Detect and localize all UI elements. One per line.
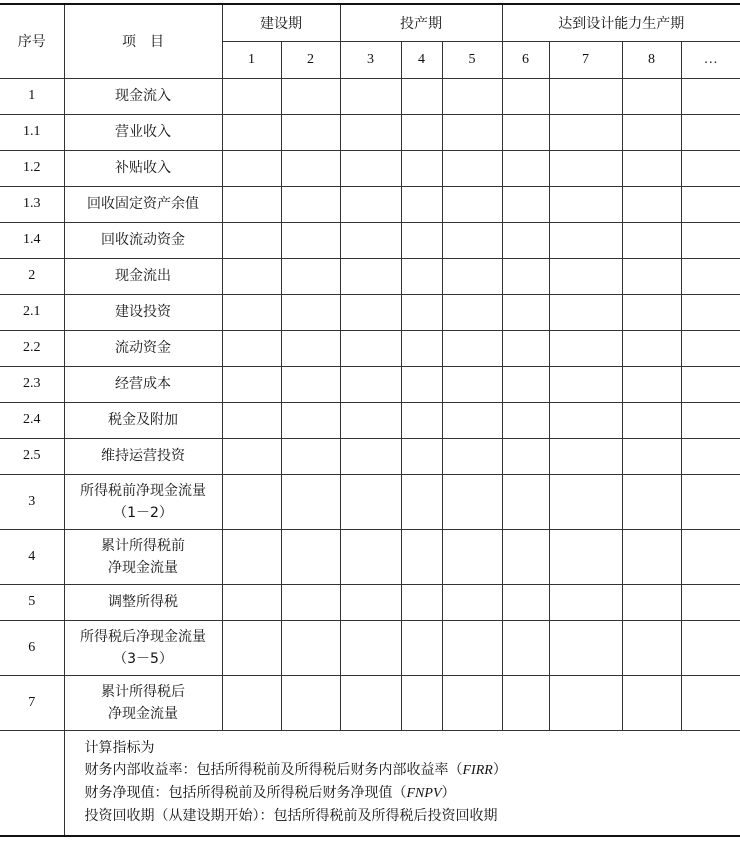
value-cell [442, 620, 502, 675]
value-cell [340, 330, 401, 366]
table-row [0, 186, 740, 222]
value-cell [340, 366, 401, 402]
table-row [0, 78, 740, 114]
row-item [64, 402, 222, 438]
value-cell [502, 294, 549, 330]
header-group-full-production: 达到设计能力生产期 [502, 4, 740, 41]
table-row [0, 675, 740, 730]
value-cell [681, 330, 740, 366]
value-cell [502, 584, 549, 620]
row-seq: 2.4 [0, 402, 64, 438]
value-cell [681, 294, 740, 330]
value-cell [340, 78, 401, 114]
value-cell [549, 150, 622, 186]
value-cell [281, 294, 340, 330]
value-cell [401, 78, 442, 114]
row-seq: 2 [0, 258, 64, 294]
value-cell [401, 258, 442, 294]
value-cell [281, 620, 340, 675]
value-cell [681, 584, 740, 620]
row-item-line: 所得税前净现金流量 [80, 482, 206, 499]
value-cell [549, 222, 622, 258]
value-cell [442, 186, 502, 222]
indicators-seq-cell [0, 730, 64, 836]
row-item-line: 累计所得税前 [101, 537, 185, 554]
value-cell [281, 675, 340, 730]
value-cell [681, 222, 740, 258]
value-cell [622, 620, 681, 675]
row-item-line: 回收固定资产余值 [87, 196, 199, 212]
indicator-irr: 财务内部收益率：包括所得税前及所得税后财务内部收益率（FIRR） [84, 761, 507, 778]
row-item-line: 营业收入 [115, 124, 171, 140]
value-cell [401, 150, 442, 186]
value-cell [340, 186, 401, 222]
value-cell [622, 438, 681, 474]
header-period: 1 [222, 41, 281, 78]
value-cell [681, 78, 740, 114]
row-item-line: 所得税后净现金流量 [80, 628, 206, 645]
value-cell [549, 438, 622, 474]
table-row [0, 366, 740, 402]
table-row [0, 529, 740, 584]
cash-flow-table [0, 3, 740, 837]
value-cell [549, 186, 622, 222]
value-cell [622, 675, 681, 730]
row-item [64, 675, 222, 730]
value-cell [340, 150, 401, 186]
row-seq: 2.3 [0, 366, 64, 402]
value-cell [622, 402, 681, 438]
value-cell [401, 114, 442, 150]
value-cell [502, 620, 549, 675]
value-cell [401, 620, 442, 675]
value-cell [222, 402, 281, 438]
value-cell [549, 529, 622, 584]
value-cell [442, 78, 502, 114]
table-row [0, 150, 740, 186]
value-cell [549, 402, 622, 438]
value-cell [222, 474, 281, 529]
value-cell [549, 474, 622, 529]
value-cell [442, 114, 502, 150]
row-seq: 4 [0, 529, 64, 584]
table-row [0, 620, 740, 675]
indicators-note [64, 730, 740, 836]
value-cell [340, 620, 401, 675]
value-cell [340, 222, 401, 258]
value-cell [502, 222, 549, 258]
row-item-line: 净现金流量 [108, 559, 178, 576]
value-cell [340, 584, 401, 620]
value-cell [281, 366, 340, 402]
header-period: 7 [549, 41, 622, 78]
value-cell [442, 294, 502, 330]
value-cell [681, 474, 740, 529]
value-cell [281, 222, 340, 258]
row-item [64, 529, 222, 584]
value-cell [401, 186, 442, 222]
table-row [0, 330, 740, 366]
row-seq: 3 [0, 474, 64, 529]
table-row [0, 402, 740, 438]
value-cell [281, 78, 340, 114]
row-seq: 1.3 [0, 186, 64, 222]
value-cell [340, 114, 401, 150]
value-cell [681, 529, 740, 584]
header-item: 项 目 [64, 4, 222, 78]
value-cell [549, 78, 622, 114]
row-item-line: 流动资金 [115, 340, 171, 356]
row-item [64, 620, 222, 675]
value-cell [549, 620, 622, 675]
row-item [64, 474, 222, 529]
value-cell [222, 620, 281, 675]
row-seq: 5 [0, 584, 64, 620]
value-cell [401, 402, 442, 438]
value-cell [340, 402, 401, 438]
row-item-line: （1－2） [113, 504, 173, 521]
value-cell [401, 529, 442, 584]
table-row [0, 222, 740, 258]
row-item-line: 建设投资 [115, 304, 171, 320]
value-cell [222, 150, 281, 186]
table-row [0, 294, 740, 330]
row-seq: 1.1 [0, 114, 64, 150]
value-cell [281, 529, 340, 584]
value-cell [549, 258, 622, 294]
value-cell [622, 474, 681, 529]
row-item [64, 366, 222, 402]
value-cell [401, 366, 442, 402]
value-cell [442, 150, 502, 186]
value-cell [281, 330, 340, 366]
row-item-line: 净现金流量 [108, 705, 178, 722]
value-cell [549, 330, 622, 366]
value-cell [622, 294, 681, 330]
row-item [64, 258, 222, 294]
row-seq: 1.4 [0, 222, 64, 258]
value-cell [502, 258, 549, 294]
table-row [0, 114, 740, 150]
value-cell [340, 258, 401, 294]
value-cell [549, 584, 622, 620]
table-row [0, 584, 740, 620]
value-cell [222, 366, 281, 402]
value-cell [401, 294, 442, 330]
value-cell [222, 438, 281, 474]
indicator-npv: 财务净现值：包括所得税前及所得税后财务净现值（FNPV） [84, 784, 456, 801]
value-cell [681, 366, 740, 402]
table-row [0, 474, 740, 529]
value-cell [222, 529, 281, 584]
row-item-line: 补贴收入 [115, 160, 171, 176]
table-row [0, 258, 740, 294]
header-period: 8 [622, 41, 681, 78]
row-item [64, 78, 222, 114]
row-item-line: 回收流动资金 [101, 232, 185, 248]
table-body [0, 78, 740, 730]
header-period: 6 [502, 41, 549, 78]
row-item [64, 150, 222, 186]
value-cell [281, 186, 340, 222]
row-seq: 2.2 [0, 330, 64, 366]
value-cell [622, 529, 681, 584]
value-cell [622, 222, 681, 258]
value-cell [442, 258, 502, 294]
value-cell [442, 330, 502, 366]
row-item [64, 186, 222, 222]
value-cell [340, 438, 401, 474]
row-item-line: 现金流出 [115, 268, 171, 284]
value-cell [401, 222, 442, 258]
value-cell [681, 675, 740, 730]
value-cell [442, 366, 502, 402]
value-cell [281, 402, 340, 438]
row-seq: 6 [0, 620, 64, 675]
value-cell [222, 675, 281, 730]
row-seq: 7 [0, 675, 64, 730]
value-cell [549, 114, 622, 150]
row-item-line: 累计所得税后 [101, 683, 185, 700]
value-cell [401, 474, 442, 529]
value-cell [442, 402, 502, 438]
value-cell [681, 150, 740, 186]
value-cell [442, 438, 502, 474]
value-cell [549, 294, 622, 330]
header-group-construction: 建设期 [222, 4, 340, 41]
value-cell [502, 402, 549, 438]
header-period: 4 [401, 41, 442, 78]
value-cell [340, 675, 401, 730]
value-cell [442, 474, 502, 529]
value-cell [442, 529, 502, 584]
value-cell [401, 438, 442, 474]
value-cell [401, 675, 442, 730]
row-item-line: 税金及附加 [108, 412, 178, 428]
value-cell [549, 675, 622, 730]
value-cell [681, 258, 740, 294]
value-cell [281, 150, 340, 186]
value-cell [222, 114, 281, 150]
value-cell [222, 294, 281, 330]
row-item [64, 584, 222, 620]
value-cell [502, 114, 549, 150]
row-item [64, 222, 222, 258]
row-item-line: 调整所得税 [108, 594, 178, 610]
value-cell [681, 438, 740, 474]
value-cell [502, 186, 549, 222]
value-cell [281, 438, 340, 474]
value-cell [622, 150, 681, 186]
value-cell [340, 294, 401, 330]
value-cell [340, 474, 401, 529]
row-seq: 2.5 [0, 438, 64, 474]
value-cell [401, 330, 442, 366]
row-item [64, 114, 222, 150]
value-cell [222, 78, 281, 114]
value-cell [222, 584, 281, 620]
value-cell [502, 330, 549, 366]
value-cell [281, 114, 340, 150]
value-cell [442, 675, 502, 730]
value-cell [340, 529, 401, 584]
value-cell [622, 584, 681, 620]
value-cell [622, 330, 681, 366]
value-cell [281, 584, 340, 620]
row-item [64, 294, 222, 330]
value-cell [502, 474, 549, 529]
indicators-row [0, 730, 740, 836]
value-cell [681, 114, 740, 150]
indicator-payback: 投资回收期（从建设期开始）：包括所得税前及所得税后投资回收期 [84, 807, 498, 824]
value-cell [622, 366, 681, 402]
row-seq: 2.1 [0, 294, 64, 330]
header-group-commissioning: 投产期 [340, 4, 502, 41]
header-period: … [681, 41, 740, 78]
value-cell [222, 222, 281, 258]
indicators-title: 计算指标为 [84, 739, 155, 756]
value-cell [442, 584, 502, 620]
value-cell [681, 620, 740, 675]
table-header [0, 4, 740, 78]
value-cell [502, 366, 549, 402]
value-cell [222, 258, 281, 294]
value-cell [281, 474, 340, 529]
value-cell [502, 438, 549, 474]
value-cell [401, 584, 442, 620]
header-period: 5 [442, 41, 502, 78]
row-item [64, 438, 222, 474]
header-period: 3 [340, 41, 401, 78]
value-cell [442, 222, 502, 258]
row-item-line: 维持运营投资 [101, 448, 185, 464]
table-row [0, 438, 740, 474]
value-cell [222, 330, 281, 366]
value-cell [222, 186, 281, 222]
row-seq: 1.2 [0, 150, 64, 186]
value-cell [502, 78, 549, 114]
value-cell [622, 186, 681, 222]
value-cell [502, 675, 549, 730]
row-item-line: （3－5） [113, 650, 173, 667]
value-cell [622, 78, 681, 114]
value-cell [622, 258, 681, 294]
value-cell [622, 114, 681, 150]
row-item [64, 330, 222, 366]
value-cell [549, 366, 622, 402]
value-cell [502, 529, 549, 584]
value-cell [681, 186, 740, 222]
row-seq: 1 [0, 78, 64, 114]
value-cell [502, 150, 549, 186]
row-item-line: 现金流入 [115, 88, 171, 104]
value-cell [681, 402, 740, 438]
row-item-line: 经营成本 [115, 376, 171, 392]
value-cell [281, 258, 340, 294]
header-period: 2 [281, 41, 340, 78]
header-seq: 序号 [0, 4, 64, 78]
